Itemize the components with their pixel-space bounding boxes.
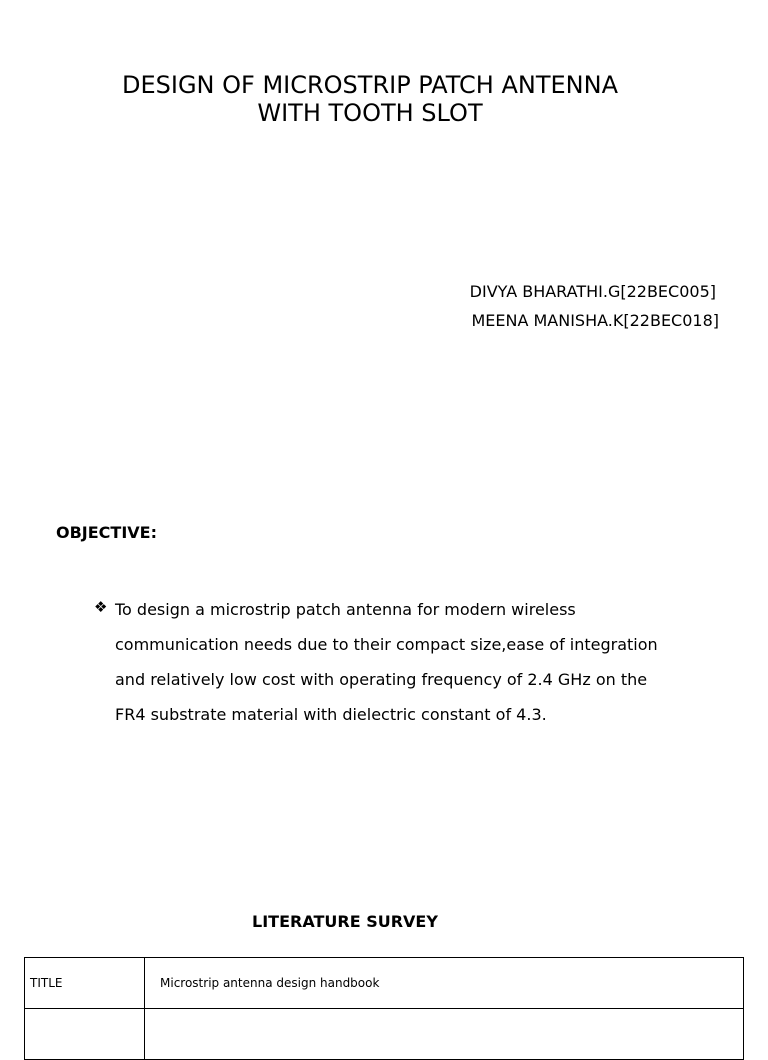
diamond-bullet-icon: ❖: [94, 598, 108, 616]
objective-text-line: communication needs due to their compact size,ease of integration: [115, 635, 658, 654]
table-cell-value: [145, 1009, 744, 1060]
objective-text-line: To design a microstrip patch antenna for modern wireless: [115, 600, 576, 619]
table-row: [25, 1009, 744, 1060]
literature-survey-table: [24, 957, 744, 1060]
objective-text-line: and relatively low cost with operating frequency of 2.4 GHz on the: [115, 670, 648, 689]
table-cell-label: [25, 1009, 145, 1060]
objective-heading: OBJECTIVE:: [56, 523, 157, 542]
author-name: DIVYA BHARATHI.G[22BEC005]: [469, 282, 716, 301]
table-cell-label: TITLE: [25, 958, 145, 1009]
table-cell-value: Microstrip antenna design handbook: [145, 958, 744, 1009]
document-title-line-2: WITH TOOTH SLOT: [257, 99, 483, 127]
literature-survey-heading: LITERATURE SURVEY: [252, 912, 438, 931]
author-name: MEENA MANISHA.K[22BEC018]: [471, 311, 719, 330]
table-row: [25, 958, 744, 1009]
document-title-line-1: DESIGN OF MICROSTRIP PATCH ANTENNA: [121, 71, 619, 99]
objective-text-line: FR4 substrate material with dielectric constant of 4.3.: [115, 705, 547, 724]
